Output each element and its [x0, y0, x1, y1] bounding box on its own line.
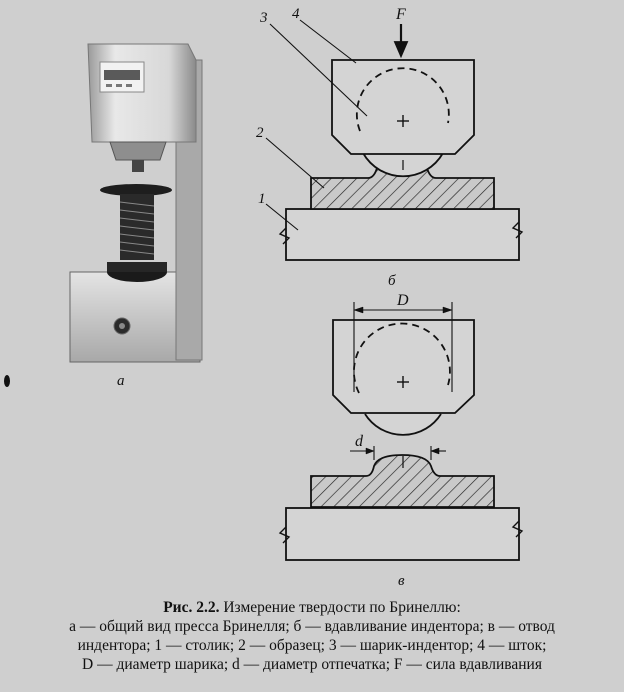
label-2: 2 — [256, 125, 264, 141]
label-b: б — [388, 273, 396, 289]
caption-legend-line-1: а — общий вид пресса Бринелля; б — вдавливание индентора; в — отвод — [69, 618, 555, 635]
caption-title-line — [10, 598, 614, 617]
diagram-indentation — [266, 20, 522, 260]
figure-number: Рис. 2.2. — [163, 599, 220, 616]
label-a: а — [117, 373, 125, 389]
label-4: 4 — [292, 6, 300, 22]
label-1: 1 — [258, 191, 266, 207]
figure-title: Измерение твердости по Бринеллю: — [223, 599, 461, 616]
label-3: 3 — [260, 10, 268, 26]
brinell-press-photo — [70, 44, 202, 362]
label-force: F — [396, 6, 406, 23]
caption-legend-line-2: индентора; 1 — столик; 2 — образец; 3 — шарик-индентор; 4 — шток; — [77, 637, 547, 654]
label-v: в — [398, 573, 405, 589]
scan-speck — [4, 375, 10, 387]
label-print-diameter: d — [355, 433, 363, 450]
caption-legend-line-3: D — диаметр шарика; d — диаметр отпечатка; F — сила вдавливания — [82, 656, 542, 673]
label-ball-diameter: D — [397, 292, 409, 309]
figure-caption — [10, 598, 614, 674]
diagram-withdrawal — [280, 302, 522, 560]
